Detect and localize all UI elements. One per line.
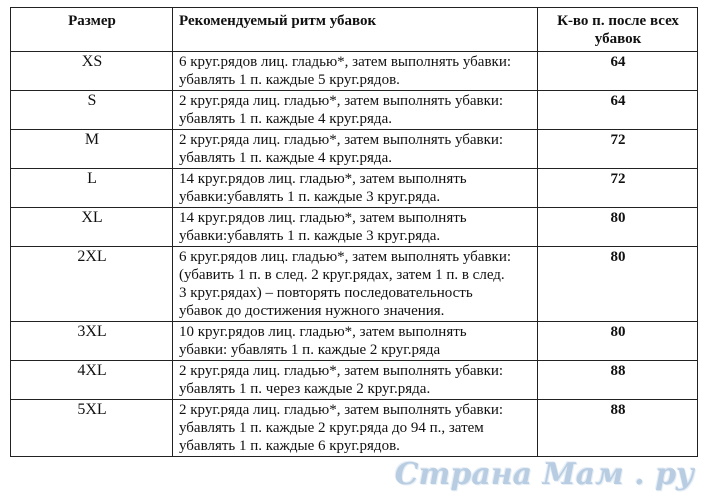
table-row [11,91,698,130]
row-count: 80 [538,208,698,247]
table-row [11,361,698,400]
row-size: L [11,169,173,208]
row-rhythm: 6 круг.рядов лиц. гладью*, затем выполнять убавки: (убавить 1 п. в след. 2 круг.рядах, затем 1 п. в след. 3 круг.рядах) – повторять последовательность убавок до достижения нужного значения. [173,247,538,322]
row-rhythm: 14 круг.рядов лиц. гладью*, затем выполнять убавки:убавлять 1 п. каждые 3 круг.ряда. [173,208,538,247]
table-header-row [11,8,698,52]
row-size: 4XL [11,361,173,400]
decrease-rhythm-table [10,7,698,457]
row-size: XL [11,208,173,247]
row-size: 3XL [11,322,173,361]
row-count: 88 [538,400,698,457]
row-count: 88 [538,361,698,400]
row-rhythm: 2 круг.ряда лиц. гладью*, затем выполнять убавки: убавлять 1 п. каждые 4 круг.ряда. [173,91,538,130]
row-count: 80 [538,322,698,361]
row-count: 72 [538,130,698,169]
row-rhythm: 2 круг.ряда лиц. гладью*, затем выполнять убавки: убавлять 1 п. каждые 4 круг.ряда. [173,130,538,169]
row-size: M [11,130,173,169]
row-count: 80 [538,247,698,322]
row-count: 64 [538,91,698,130]
row-size: S [11,91,173,130]
table-row [11,169,698,208]
table-row [11,52,698,91]
table-row [11,247,698,322]
table-row [11,322,698,361]
site-watermark: Страна Мам . ру [394,457,694,492]
row-rhythm: 2 круг.ряда лиц. гладью*, затем выполнять убавки: убавлять 1 п. каждые 2 круг.ряда до 94 п., затем убавлять 1 п. каждые 6 круг.рядов. [173,400,538,457]
table-row [11,400,698,457]
row-size: 5XL [11,400,173,457]
row-size: XS [11,52,173,91]
header-size: Размер [11,8,173,52]
row-count: 64 [538,52,698,91]
header-rhythm: Рекомендуемый ритм убавок [173,8,538,52]
row-size: 2XL [11,247,173,322]
row-rhythm: 10 круг.рядов лиц. гладью*, затем выполнять убавки: убавлять 1 п. каждые 2 круг.ряда [173,322,538,361]
row-rhythm: 6 круг.рядов лиц. гладью*, затем выполнять убавки: убавлять 1 п. каждые 5 круг.рядов. [173,52,538,91]
row-count: 72 [538,169,698,208]
table-row [11,208,698,247]
row-rhythm: 2 круг.ряда лиц. гладью*, затем выполнять убавки: убавлять 1 п. через каждые 2 круг.ряда. [173,361,538,400]
row-rhythm: 14 круг.рядов лиц. гладью*, затем выполнять убавки:убавлять 1 п. каждые 3 круг.ряда. [173,169,538,208]
header-count: К-во п. после всех убавок [538,8,698,52]
table-row [11,130,698,169]
